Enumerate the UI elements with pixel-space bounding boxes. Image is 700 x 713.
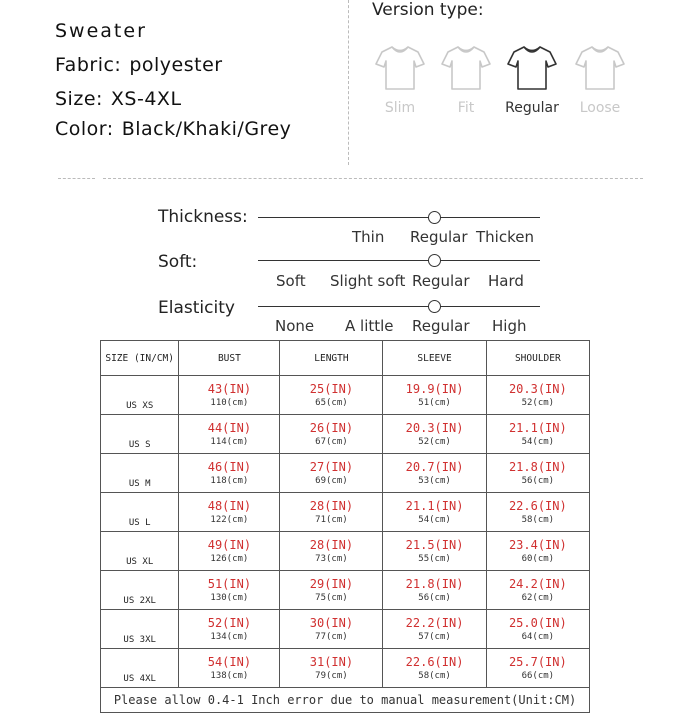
bust-cell — [179, 493, 280, 532]
sleeve-inch-value: 22.6(IN) — [405, 654, 464, 669]
size-cell: US 3XL — [101, 610, 179, 649]
sleeve-inch-value: 21.5(IN) — [405, 537, 464, 552]
slider-option-label: Regular — [412, 272, 470, 290]
table-row — [101, 493, 590, 532]
size-cell: US XL — [101, 532, 179, 571]
bust-cell — [179, 532, 280, 571]
shoulder-inch-value: 22.6(IN) — [508, 498, 567, 513]
shoulder-inch-value: 21.8(IN) — [508, 459, 567, 474]
slider-knob — [428, 300, 441, 313]
bust-inch-value: 51(IN) — [207, 576, 252, 591]
sleeve-inch-value: 21.1(IN) — [405, 498, 464, 513]
section-divider — [103, 178, 643, 179]
length-cm-value: 71(cm) — [315, 514, 348, 525]
bust-cm-value: 118(cm) — [210, 475, 249, 486]
bust-cm-value: 122(cm) — [210, 514, 249, 525]
bust-inch-value: 43(IN) — [207, 381, 252, 396]
bust-cm-value: 134(cm) — [210, 631, 249, 642]
table-header-row — [101, 341, 590, 376]
table-row — [101, 454, 590, 493]
attribute-title: Thickness: — [158, 207, 248, 227]
length-inch-value: 31(IN) — [309, 654, 354, 669]
slider-option-label: High — [492, 317, 527, 335]
bust-cell — [179, 610, 280, 649]
table-row — [101, 571, 590, 610]
size-cell: US L — [101, 493, 179, 532]
size-label: Size: — [55, 88, 103, 110]
shoulder-cm-value: 62(cm) — [521, 592, 555, 603]
shoulder-cm-value: 58(cm) — [521, 514, 555, 525]
length-inch-value: 30(IN) — [309, 615, 354, 630]
sleeve-inch-value: 20.3(IN) — [405, 420, 464, 435]
slider-option-label: Hard — [488, 272, 524, 290]
table-row — [101, 532, 590, 571]
section-divider-left — [58, 178, 95, 179]
version-option-label: Fit — [457, 100, 475, 116]
length-cm-value: 79(cm) — [315, 670, 348, 681]
size-line — [55, 88, 182, 110]
shoulder-cell — [486, 610, 589, 649]
version-option — [436, 44, 496, 116]
bust-inch-value: 52(IN) — [207, 615, 252, 630]
sleeve-cm-value: 56(cm) — [418, 592, 451, 603]
slider-track — [258, 217, 540, 218]
bust-inch-value: 46(IN) — [207, 459, 252, 474]
slider-track — [258, 260, 540, 261]
shoulder-cell — [486, 571, 589, 610]
sleeve-cm-value: 57(cm) — [418, 631, 451, 642]
color-value: Black/Khaki/Grey — [121, 118, 292, 140]
sleeve-cell — [383, 649, 486, 688]
bust-cm-value: 110(cm) — [210, 397, 249, 408]
length-cell — [280, 571, 383, 610]
sleeve-cell — [383, 532, 486, 571]
bust-cm-value: 130(cm) — [210, 592, 249, 603]
tshirt-icon — [506, 44, 558, 92]
slider-option-label: Slight soft — [330, 272, 406, 290]
slider-option-label: None — [275, 317, 315, 335]
size-cell: US M — [101, 454, 179, 493]
length-inch-value: 29(IN) — [309, 576, 354, 591]
shoulder-inch-value: 25.7(IN) — [508, 654, 567, 669]
table-row — [101, 649, 590, 688]
shoulder-cell — [486, 532, 589, 571]
slider-option-label: Soft — [276, 272, 306, 290]
bust-inch-value: 54(IN) — [207, 654, 252, 669]
bust-cm-value: 138(cm) — [210, 670, 249, 681]
color-label: Color: — [55, 118, 114, 140]
measurement-note: Please allow 0.4-1 Inch error due to manual measurement(Unit:CM) — [101, 688, 590, 713]
shoulder-cell — [486, 649, 589, 688]
header-sleeve: SLEEVE — [383, 341, 486, 376]
shoulder-cm-value: 60(cm) — [521, 553, 555, 564]
size-cell: US XS — [101, 376, 179, 415]
bust-inch-value: 49(IN) — [207, 537, 252, 552]
fabric-label: Fabric: — [55, 54, 122, 76]
table-footer-row — [101, 688, 590, 713]
bust-cell — [179, 376, 280, 415]
attribute-title: Soft: — [158, 252, 198, 272]
sleeve-cm-value: 53(cm) — [418, 475, 451, 486]
sleeve-cm-value: 52(cm) — [418, 436, 451, 447]
version-option-label: Loose — [579, 100, 621, 116]
slider-option-label: Thicken — [476, 228, 534, 246]
shoulder-cm-value: 52(cm) — [521, 397, 555, 408]
length-cell — [280, 649, 383, 688]
tshirt-icon — [374, 44, 426, 92]
size-cell: US 2XL — [101, 571, 179, 610]
length-cm-value: 77(cm) — [315, 631, 348, 642]
slider-option-label: A little — [345, 317, 394, 335]
color-line — [55, 118, 291, 140]
version-option — [502, 44, 562, 116]
length-cell — [280, 376, 383, 415]
version-option-label: Slim — [384, 100, 416, 116]
shoulder-cell — [486, 415, 589, 454]
length-inch-value: 26(IN) — [309, 420, 354, 435]
length-inch-value: 28(IN) — [309, 537, 354, 552]
shoulder-cm-value: 64(cm) — [521, 631, 555, 642]
fabric-value: polyester — [129, 54, 223, 76]
sleeve-cell — [383, 376, 486, 415]
shoulder-inch-value: 24.2(IN) — [508, 576, 567, 591]
sleeve-cm-value: 58(cm) — [418, 670, 451, 681]
shoulder-cell — [486, 493, 589, 532]
length-cell — [280, 493, 383, 532]
length-cm-value: 73(cm) — [315, 553, 348, 564]
bust-cell — [179, 454, 280, 493]
sleeve-inch-value: 22.2(IN) — [405, 615, 464, 630]
sleeve-cell — [383, 493, 486, 532]
header-bust: BUST — [179, 341, 280, 376]
length-inch-value: 27(IN) — [309, 459, 354, 474]
sleeve-cell — [383, 415, 486, 454]
header-size: SIZE (IN/CM) — [101, 341, 179, 376]
table-row — [101, 610, 590, 649]
bust-cell — [179, 649, 280, 688]
slider-option-label: Regular — [412, 317, 470, 335]
sleeve-cm-value: 54(cm) — [418, 514, 451, 525]
slider-option-label: Regular — [410, 228, 468, 246]
size-cell: US S — [101, 415, 179, 454]
bust-cell — [179, 571, 280, 610]
version-option — [570, 44, 630, 116]
sleeve-cell — [383, 571, 486, 610]
slider-option-label: Thin — [352, 228, 385, 246]
header-length: LENGTH — [280, 341, 383, 376]
version-option — [370, 44, 430, 116]
shoulder-inch-value: 23.4(IN) — [508, 537, 567, 552]
product-title: Sweater — [55, 20, 147, 42]
length-cell — [280, 532, 383, 571]
length-inch-value: 28(IN) — [309, 498, 354, 513]
size-cell: US 4XL — [101, 649, 179, 688]
attribute-title: Elasticity — [158, 298, 235, 318]
version-title: Version type: — [372, 0, 484, 20]
slider-track — [258, 306, 540, 307]
slider-knob — [428, 254, 441, 267]
tshirt-icon — [574, 44, 626, 92]
sleeve-inch-value: 20.7(IN) — [405, 459, 464, 474]
table-row — [101, 415, 590, 454]
header-shoulder: SHOULDER — [486, 341, 589, 376]
table-row — [101, 376, 590, 415]
size-chart-table — [100, 340, 590, 713]
length-cell — [280, 454, 383, 493]
length-cm-value: 69(cm) — [315, 475, 348, 486]
bust-cm-value: 126(cm) — [210, 553, 249, 564]
shoulder-inch-value: 21.1(IN) — [508, 420, 567, 435]
bust-cm-value: 114(cm) — [210, 436, 249, 447]
length-cell — [280, 610, 383, 649]
length-cell — [280, 415, 383, 454]
fabric-line — [55, 54, 223, 76]
slider-knob — [428, 211, 441, 224]
length-inch-value: 25(IN) — [309, 381, 354, 396]
shoulder-inch-value: 25.0(IN) — [508, 615, 567, 630]
shoulder-cm-value: 56(cm) — [521, 475, 555, 486]
bust-inch-value: 44(IN) — [207, 420, 252, 435]
size-value: XS-4XL — [110, 88, 182, 110]
sleeve-inch-value: 19.9(IN) — [405, 381, 464, 396]
sleeve-cell — [383, 610, 486, 649]
shoulder-cm-value: 66(cm) — [521, 670, 555, 681]
vertical-divider — [348, 0, 349, 165]
shoulder-cell — [486, 376, 589, 415]
shoulder-inch-value: 20.3(IN) — [508, 381, 567, 396]
length-cm-value: 67(cm) — [315, 436, 348, 447]
sleeve-inch-value: 21.8(IN) — [405, 576, 464, 591]
version-option-label: Regular — [505, 100, 559, 116]
sleeve-cell — [383, 454, 486, 493]
bust-cell — [179, 415, 280, 454]
sleeve-cm-value: 55(cm) — [418, 553, 451, 564]
sleeve-cm-value: 51(cm) — [418, 397, 451, 408]
bust-inch-value: 48(IN) — [207, 498, 252, 513]
tshirt-icon — [440, 44, 492, 92]
length-cm-value: 75(cm) — [315, 592, 348, 603]
shoulder-cm-value: 54(cm) — [521, 436, 555, 447]
length-cm-value: 65(cm) — [315, 397, 348, 408]
shoulder-cell — [486, 454, 589, 493]
